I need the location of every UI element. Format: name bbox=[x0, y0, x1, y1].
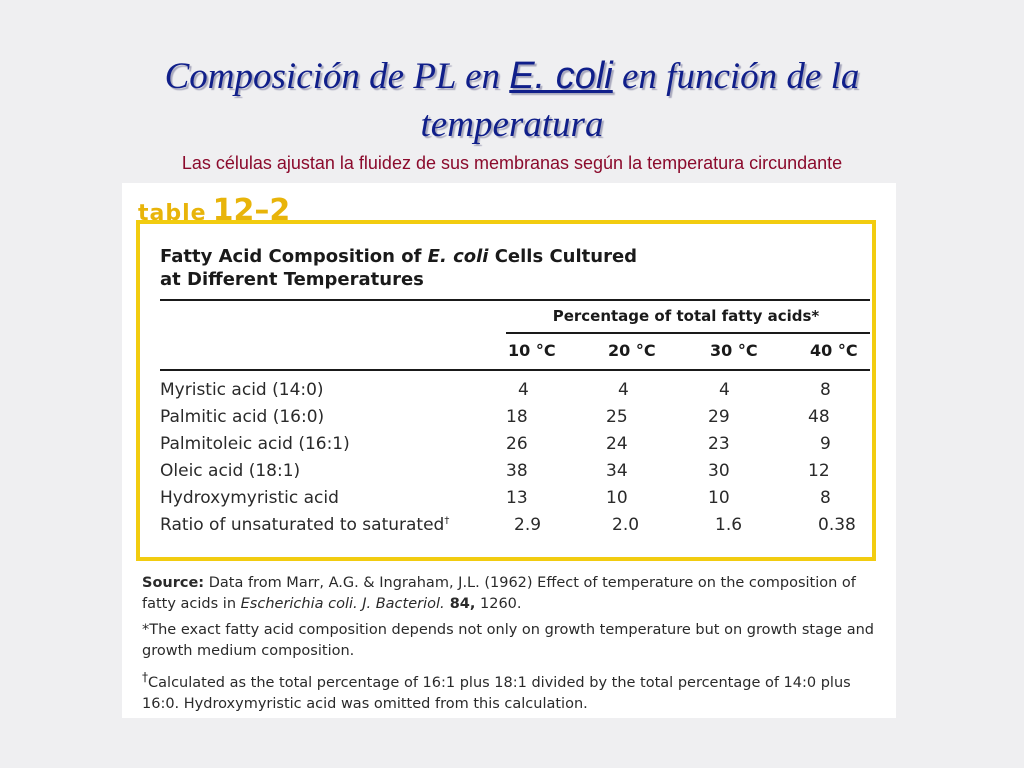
cell-20c: 4 bbox=[618, 380, 629, 400]
table-label-word: table bbox=[138, 201, 207, 226]
column-header-30c: 30 °C bbox=[710, 341, 758, 360]
cell-20c: 2.0 bbox=[612, 515, 640, 535]
slide-title bbox=[0, 52, 1024, 149]
cell-30c: 4 bbox=[719, 380, 730, 400]
table-row bbox=[160, 461, 880, 488]
cell-40c: 8 bbox=[820, 380, 831, 400]
cell-20c: 24 bbox=[606, 434, 628, 454]
slide-title-pre: Composición de PL en bbox=[164, 56, 510, 97]
row-label-text: Ratio of unsaturated to saturated bbox=[160, 515, 445, 535]
cell-30c: 30 bbox=[708, 461, 730, 481]
cell-40c: 8 bbox=[820, 488, 831, 508]
table-title-pre: Fatty Acid Composition of bbox=[160, 246, 428, 267]
dagger-mark: † bbox=[444, 515, 450, 527]
cell-10c: 4 bbox=[518, 380, 529, 400]
cell-10c: 38 bbox=[506, 461, 528, 481]
source-note bbox=[142, 573, 882, 615]
table-title-post: Cells Cultured bbox=[488, 246, 638, 267]
row-label: Hydroxymyristic acid bbox=[160, 488, 339, 508]
footnote-dagger bbox=[142, 667, 882, 715]
table-label-number: 12–2 bbox=[212, 193, 291, 228]
footnote-asterisk: *The exact fatty acid composition depends not only on growth temperature but on growth stage and growth medium composition. bbox=[142, 622, 874, 659]
source-text: Data from Marr, A.G. & Ingraham, J.L. (1962) Effect of temperature on the composition of fatty acids in bbox=[142, 575, 856, 612]
cell-40c: 12 bbox=[808, 461, 830, 481]
table-title bbox=[160, 245, 637, 291]
column-header-20c: 20 °C bbox=[608, 341, 656, 360]
row-label bbox=[160, 515, 449, 535]
row-label: Palmitic acid (16:0) bbox=[160, 407, 325, 427]
cell-30c: 1.6 bbox=[715, 515, 743, 535]
cell-10c: 13 bbox=[506, 488, 528, 508]
column-header-40c: 40 °C bbox=[810, 341, 858, 360]
cell-20c: 25 bbox=[606, 407, 628, 427]
slide-title-line2: temperatura bbox=[420, 104, 604, 145]
slide-subtitle: Las células ajustan la fluidez de sus membranas según la temperatura circundante bbox=[181, 153, 843, 173]
header-rule-bottom bbox=[160, 369, 870, 371]
source-pages: 1260. bbox=[475, 596, 522, 612]
cell-30c: 10 bbox=[708, 488, 730, 508]
cell-40c: 0.38 bbox=[818, 515, 856, 535]
table-row bbox=[160, 380, 880, 407]
footnote-dagger-text: Calculated as the total percentage of 16:1 plus 18:1 divided by the total percentage of 14:0 plus 16:0. Hydroxymyristic acid was omitted from this calculation. bbox=[142, 674, 851, 712]
table-title-line2: at Different Temperatures bbox=[160, 269, 424, 290]
group-rule bbox=[506, 332, 870, 334]
cell-30c: 29 bbox=[708, 407, 730, 427]
cell-10c: 18 bbox=[506, 407, 528, 427]
table-frame bbox=[136, 220, 876, 561]
table-row bbox=[160, 515, 880, 542]
table-notes bbox=[142, 573, 882, 720]
row-label: Palmitoleic acid (16:1) bbox=[160, 434, 350, 454]
row-label: Myristic acid (14:0) bbox=[160, 380, 324, 400]
header-rule-top bbox=[160, 299, 870, 301]
cell-20c: 34 bbox=[606, 461, 628, 481]
table-figure bbox=[122, 183, 896, 718]
dagger-mark: † bbox=[142, 670, 149, 684]
cell-20c: 10 bbox=[606, 488, 628, 508]
slide-title-species: E. coli bbox=[509, 55, 613, 97]
cell-40c: 9 bbox=[820, 434, 831, 454]
cell-30c: 23 bbox=[708, 434, 730, 454]
source-label: Source: bbox=[142, 575, 205, 591]
table-row bbox=[160, 434, 880, 461]
row-label: Oleic acid (18:1) bbox=[160, 461, 301, 481]
column-header-10c: 10 °C bbox=[508, 341, 556, 360]
cell-10c: 26 bbox=[506, 434, 528, 454]
table-row bbox=[160, 488, 880, 515]
cell-40c: 48 bbox=[808, 407, 830, 427]
table-row bbox=[160, 407, 880, 434]
cell-10c: 2.9 bbox=[514, 515, 542, 535]
source-species: Escherichia coli. J. Bacteriol. bbox=[240, 596, 445, 612]
slide-title-post: en función de la bbox=[612, 56, 860, 97]
group-header: Percentage of total fatty acids* bbox=[552, 307, 820, 325]
table-title-species: E. coli bbox=[427, 246, 489, 267]
source-volume: 84, bbox=[444, 596, 476, 612]
